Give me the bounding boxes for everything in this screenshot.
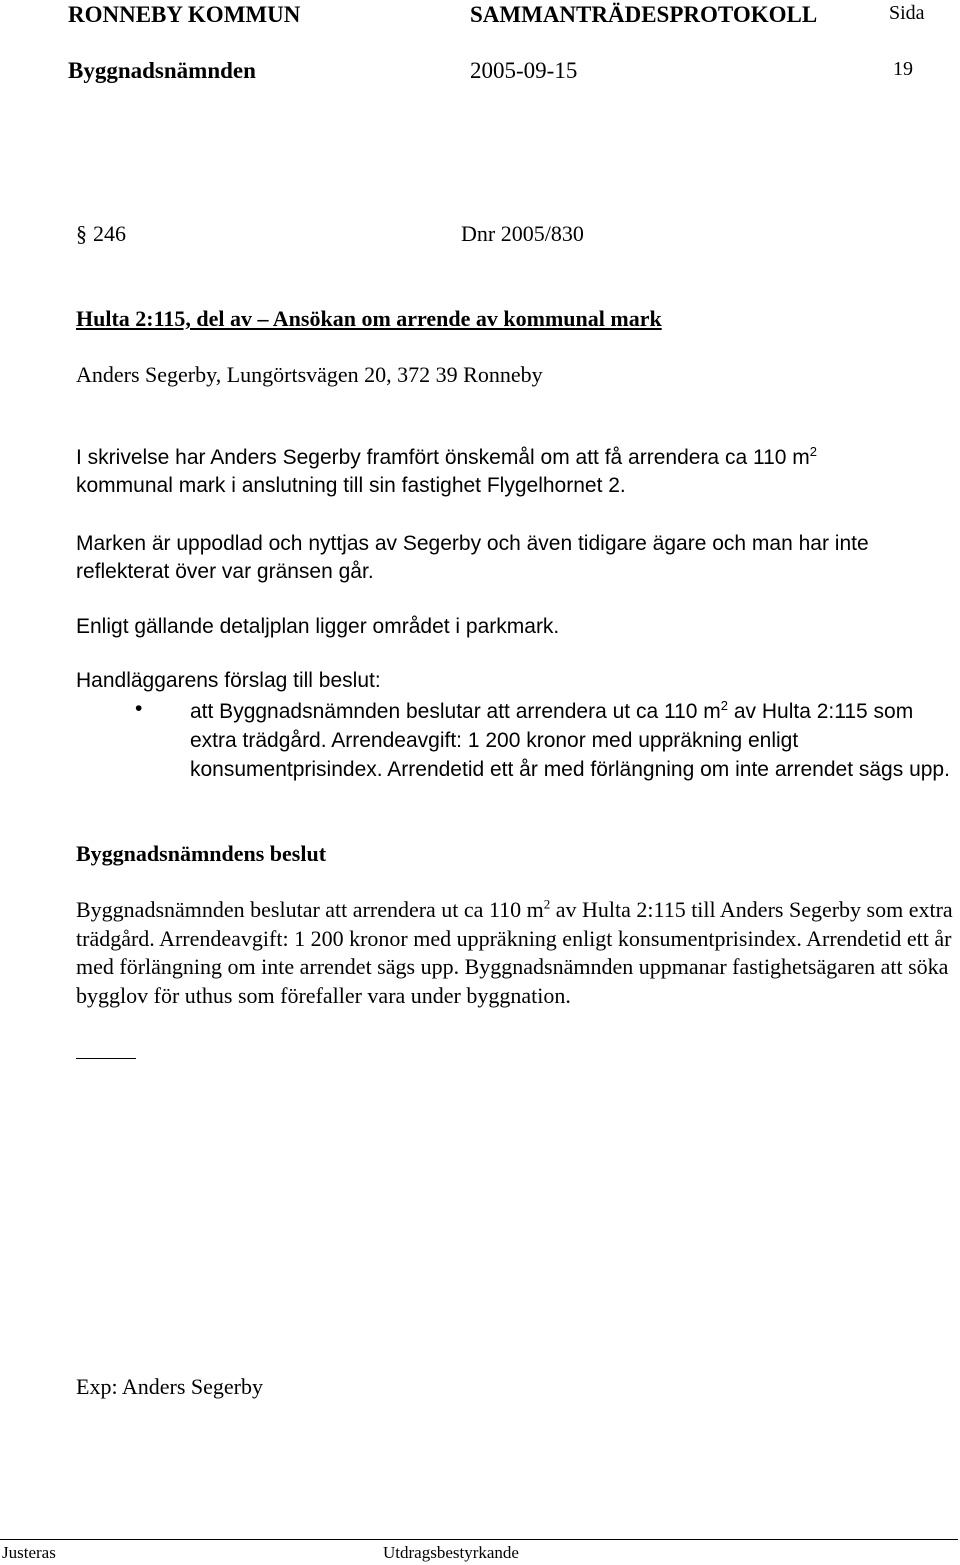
municipality-name: RONNEBY KOMMUN: [68, 2, 301, 27]
proposal-bullet-text: att Byggnadsnämnden beslutar att arrendera ut ca 110 $m^2$ av Hulta 2:115 som extra trädgård. Arrendeavgift: 1 200 kronor med uppräkning enligt konsumentprisindex. Arrendetid ett år med förlängning om inte arrendet sägs upp.: [190, 698, 950, 781]
paragraph-number: 246: [93, 221, 126, 246]
footer-rule: [0, 1539, 958, 1540]
paragraph-symbol: §: [76, 221, 87, 246]
separator-rule: [76, 1058, 136, 1059]
decision-heading: Byggnadsnämndens beslut: [76, 841, 327, 866]
paragraph-1-line-1: I skrivelse har Anders Segerby framfört önskemål om att få arrendera ca 110 $m^2$: [76, 444, 818, 469]
board-name: Byggnadsnämnden: [68, 58, 256, 83]
footer-utdragsbestyrkande: Utdragsbestyrkande: [383, 1543, 519, 1562]
page-label: Sida: [889, 2, 925, 24]
decision-text: Byggnadsnämnden beslutar att arrendera ut ca 110 $m^2$ av Hulta 2:115 till Anders Segerby som extra trädgård. Arrendeavgift: 1 200 kronor med uppräkning enligt konsumentprisindex. Arrendetid ett år med förlängning om inte arrendet sägs upp. Byggnadsnämnden uppmanar fastighetsägaren att söka bygglov för uthus som förefaller vara under byggnation.: [76, 896, 953, 1008]
case-dnr: Dnr 2005/830: [461, 221, 584, 246]
page-number: 19: [893, 58, 913, 80]
expedition-recipient: Exp: Anders Segerby: [76, 1374, 263, 1399]
proposal-heading: Handläggarens förslag till beslut:: [76, 669, 381, 692]
case-title: Hulta 2:115, del av – Ansökan om arrende av kommunal mark: [76, 306, 662, 331]
applicant-address: Anders Segerby, Lungörtsvägen 20, 372 39 Ronneby: [76, 362, 543, 387]
footer-justeras: Justeras: [2, 1543, 56, 1562]
meeting-date: 2005-09-15: [470, 58, 578, 83]
paragraph-2: Marken är uppodlad och nyttjas av Segerby och även tidigare ägare och man har inte reflekterat över var gränsen går.: [76, 532, 869, 583]
protocol-title: SAMMANTRÄDESPROTOKOLL: [470, 2, 818, 27]
paragraph-1-line-2: kommunal mark i anslutning till sin fastighet Flygelhornet 2.: [76, 474, 626, 497]
paragraph-3: Enligt gällande detaljplan ligger området i parkmark.: [76, 615, 560, 638]
bullet-icon: •: [135, 697, 143, 720]
